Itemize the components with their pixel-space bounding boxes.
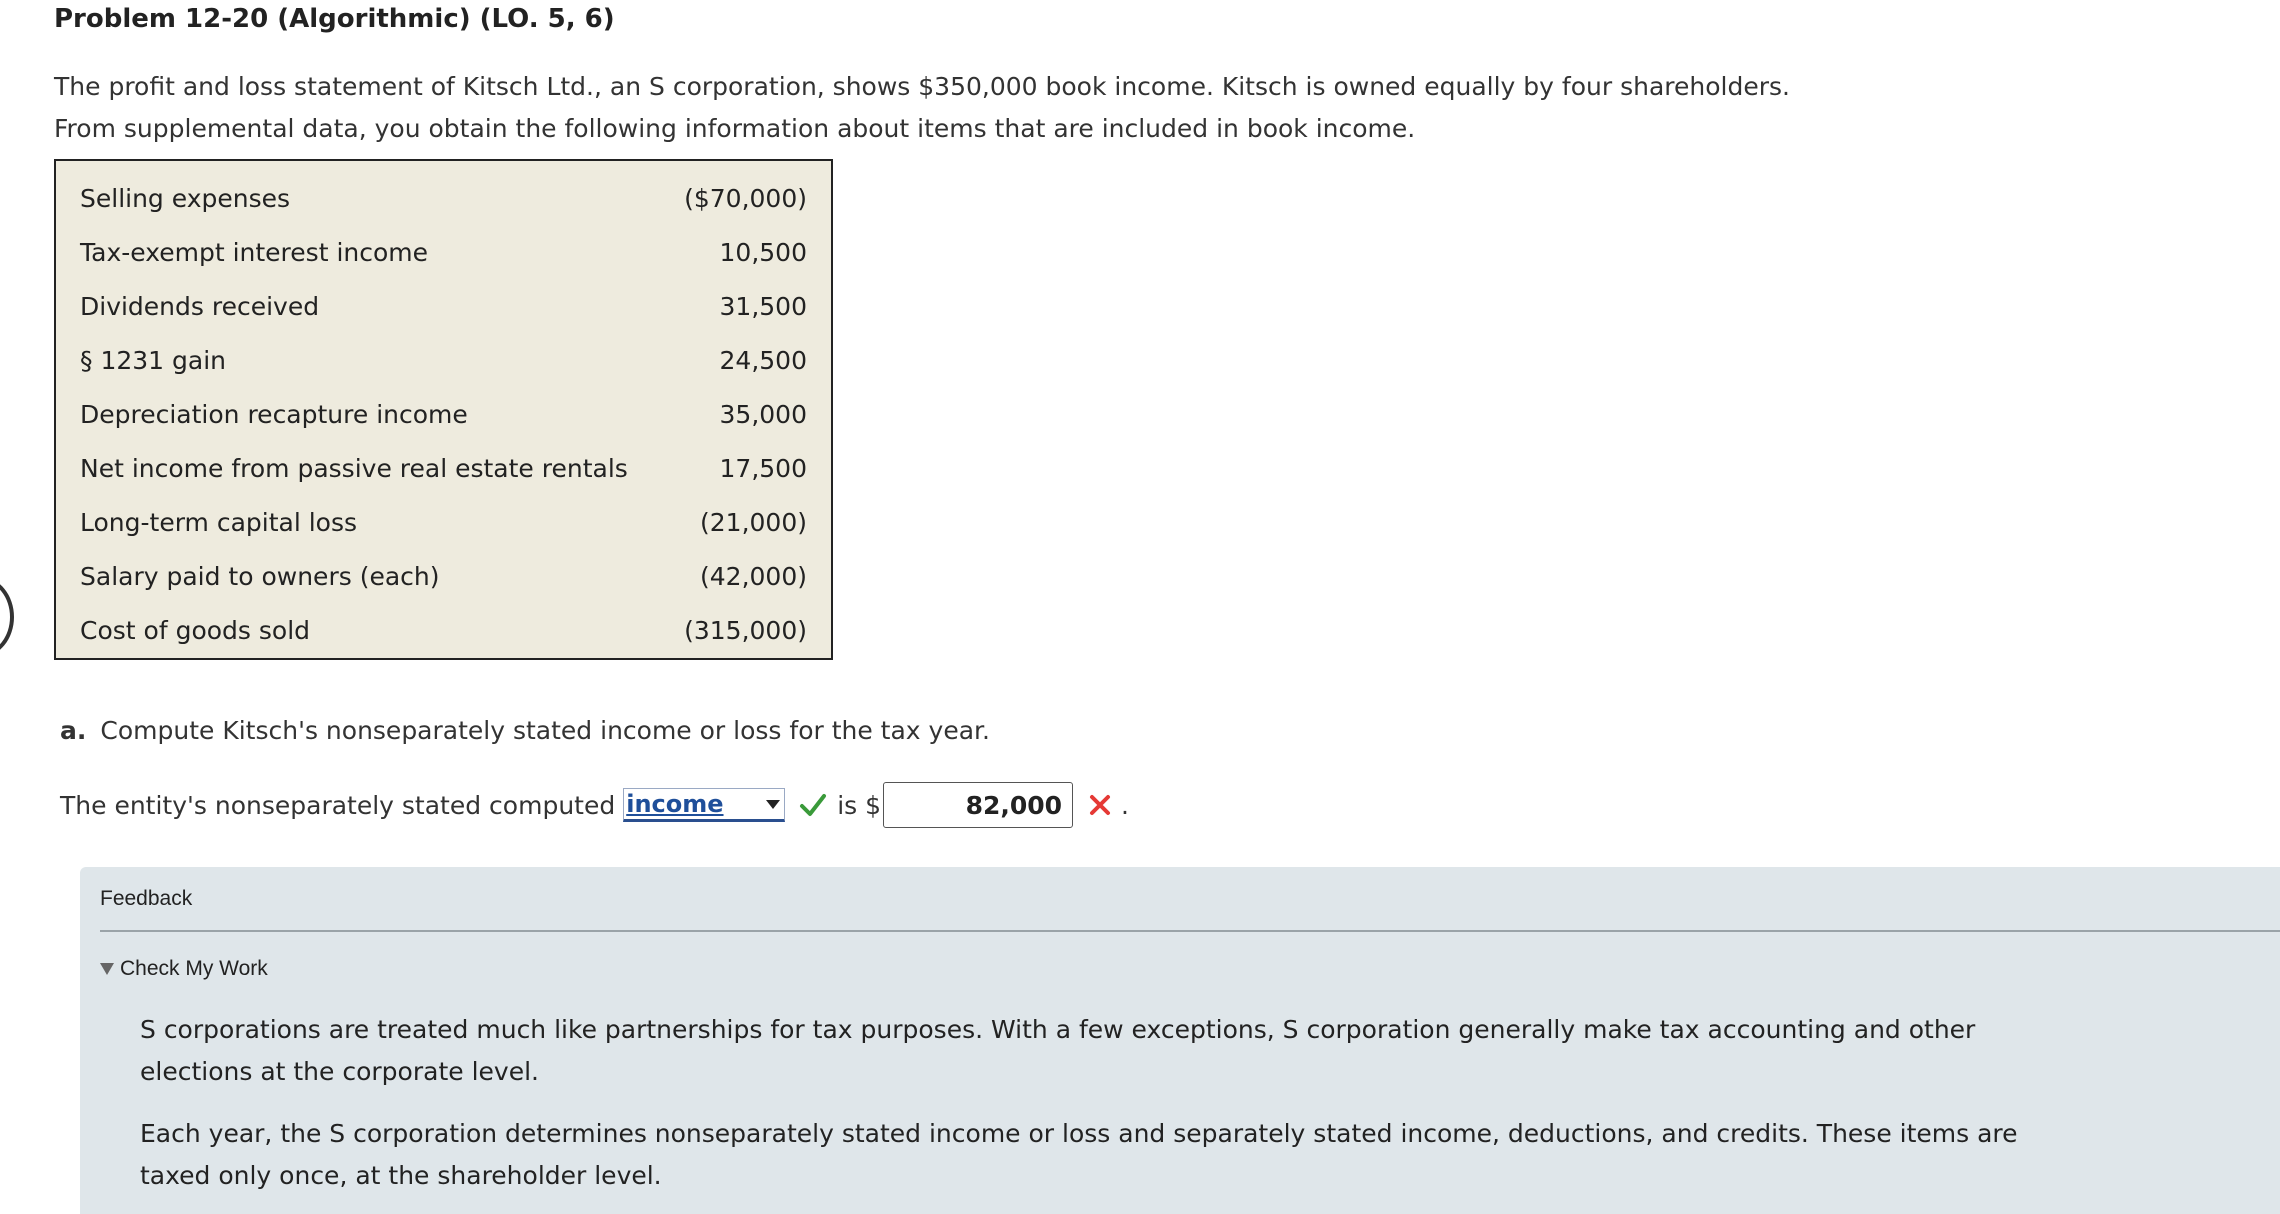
problem-title: Problem 12-20 (Algorithmic) (LO. 5, 6): [54, 4, 615, 34]
item-value: 17,500: [719, 454, 807, 483]
feedback-panel: [80, 867, 2280, 1214]
item-value: 35,000: [719, 400, 807, 429]
question-letter: a.: [60, 716, 87, 745]
feedback-label: Feedback: [100, 887, 193, 910]
answer-prefix: The entity's nonseparately stated computed: [60, 790, 616, 820]
intro-line-2: From supplemental data, you obtain the following information about items that are included in book income.: [54, 114, 1416, 143]
amount-input[interactable]: [883, 782, 1073, 828]
feedback-paragraph: S corporations are treated much like partnerships for tax purposes. With a few exceptions, S corporation generally make tax accounting and other elections at the corporate level.: [140, 1015, 1976, 1086]
is-dollar-label: is $: [837, 790, 882, 820]
income-loss-select[interactable]: [623, 788, 785, 822]
income-items-table: [54, 159, 833, 660]
table-row: [56, 550, 831, 604]
question-a: [60, 716, 990, 745]
table-row: [56, 172, 831, 226]
item-label: Salary paid to owners (each): [80, 562, 440, 591]
item-value: ($70,000): [684, 184, 807, 213]
item-value: 10,500: [719, 238, 807, 267]
table-row: [56, 280, 831, 334]
side-circle-icon[interactable]: [0, 577, 14, 657]
check-my-work-label: Check My Work: [120, 957, 268, 980]
item-label: § 1231 gain: [80, 346, 226, 375]
table-row: [56, 496, 831, 550]
answer-line: [60, 782, 1129, 828]
triangle-down-icon: [100, 963, 114, 975]
checkmark-icon: [799, 791, 827, 819]
question-text: Compute Kitsch's nonseparately stated income or loss for the tax year.: [100, 716, 990, 745]
item-label: Cost of goods sold: [80, 616, 311, 645]
item-label: Depreciation recapture income: [80, 400, 468, 429]
check-my-work-toggle[interactable]: [100, 957, 268, 981]
intro-text: [54, 66, 1790, 150]
table-row: [56, 226, 831, 280]
feedback-paragraph: Each year, the S corporation determines nonseparately stated income or loss and separately stated income, deductions, and credits. These items are taxed only once, at the shareholder level.: [140, 1119, 2018, 1190]
table-row: [56, 388, 831, 442]
item-label: Dividends received: [80, 292, 320, 321]
answer-period: .: [1121, 790, 1129, 820]
select-value: income: [626, 790, 724, 818]
chevron-down-icon: [766, 800, 780, 809]
item-label: Long-term capital loss: [80, 508, 358, 537]
item-value: (315,000): [684, 616, 807, 645]
item-value: (42,000): [700, 562, 807, 591]
item-label: Selling expenses: [80, 184, 291, 213]
item-value: 24,500: [719, 346, 807, 375]
incorrect-x-icon: [1089, 794, 1111, 816]
feedback-divider: [100, 930, 2280, 932]
intro-line-1: The profit and loss statement of Kitsch Ltd., an S corporation, shows $350,000 book income. Kitsch is owned equally by four shareholders.: [54, 72, 1790, 101]
feedback-body: [140, 1009, 2020, 1214]
item-value: 31,500: [719, 292, 807, 321]
item-label: Net income from passive real estate rentals: [80, 454, 628, 483]
item-value: (21,000): [700, 508, 807, 537]
item-label: Tax-exempt interest income: [80, 238, 429, 267]
table-row: [56, 334, 831, 388]
table-row: [56, 604, 831, 658]
table-row: [56, 442, 831, 496]
